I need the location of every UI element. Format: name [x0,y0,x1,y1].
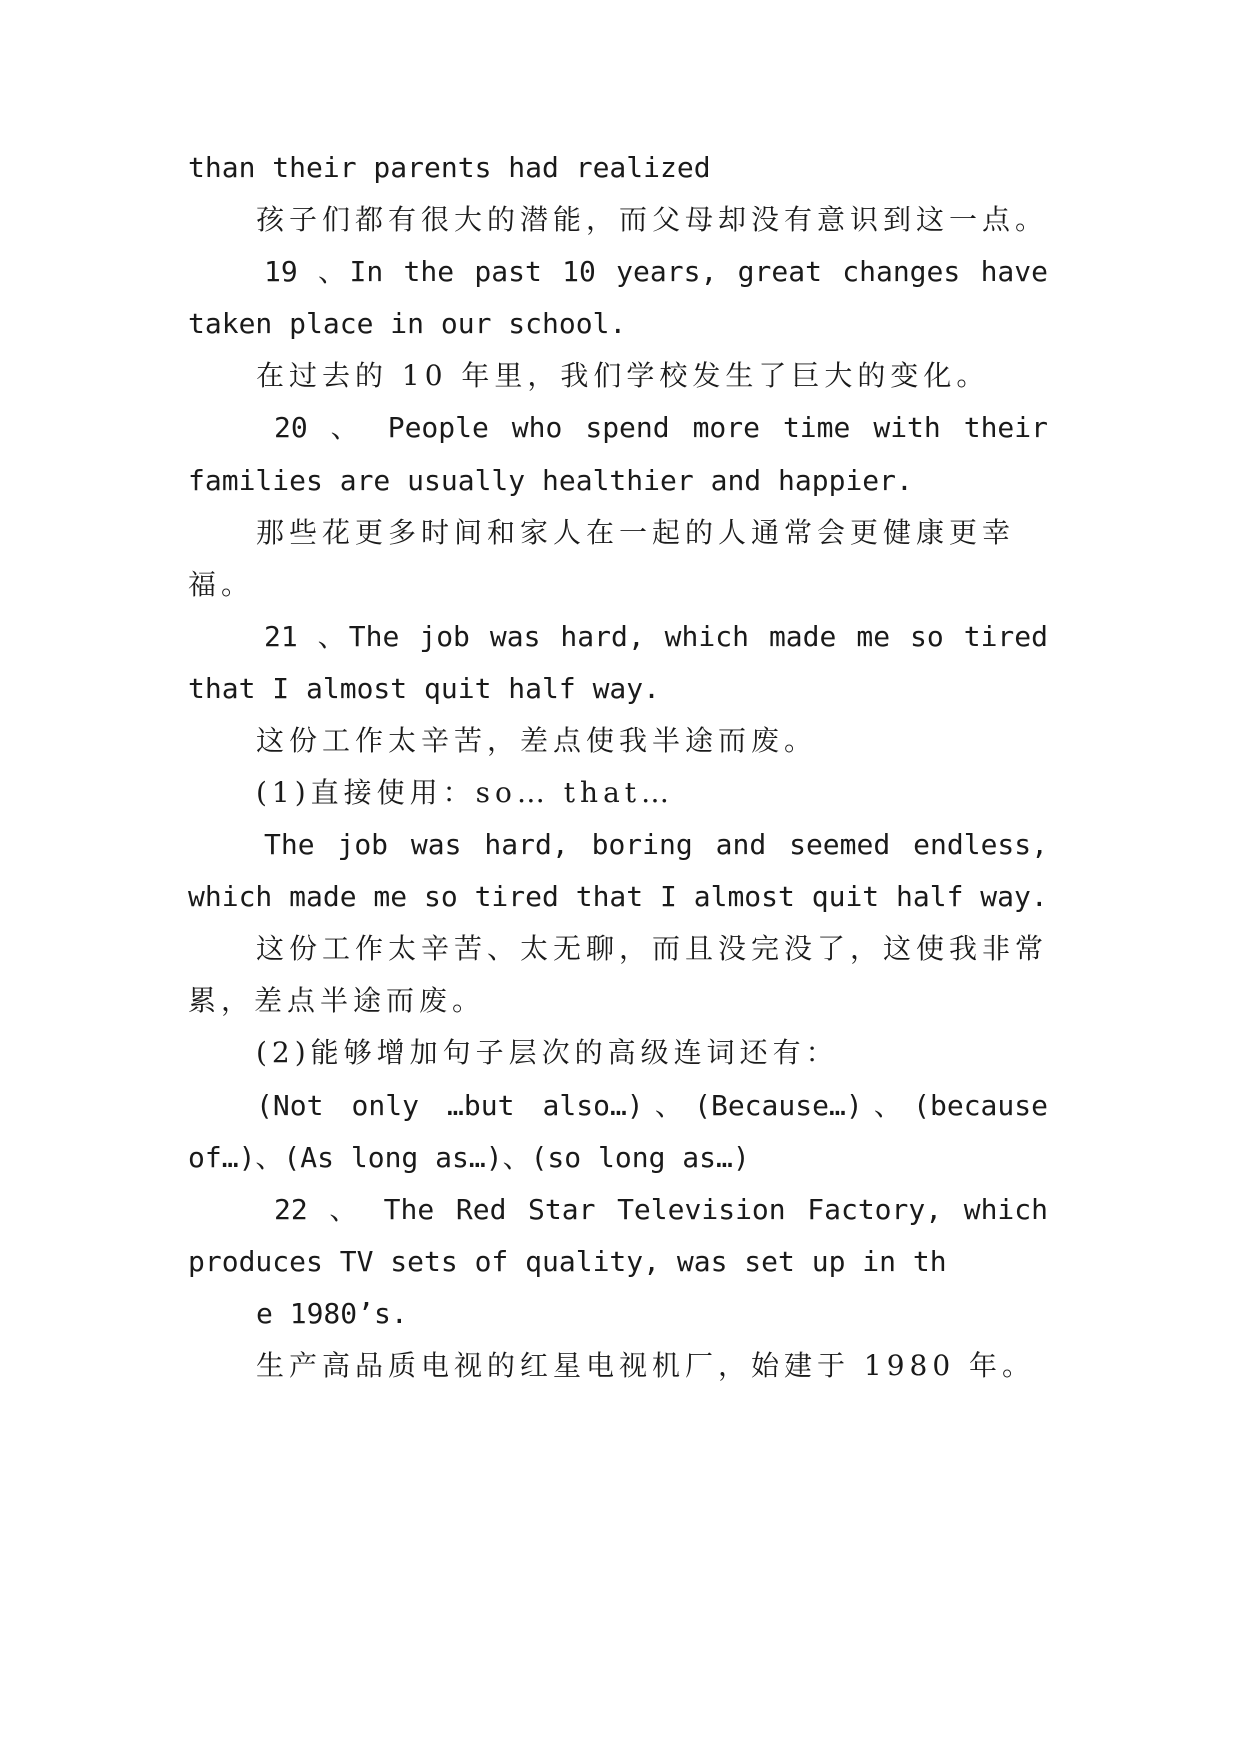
text-line: e 1980’s. [256,1297,408,1330]
text-line: 20 、 People who spend more time with their [274,411,1048,444]
text-line: 22 、 The Red Star Television Factory, which [274,1193,1048,1226]
text-line: 福。 [188,568,255,601]
text-line: 生产高品质电视的红星电视机厂，始建于 1980 年。 [256,1349,1036,1382]
text-line: (1)直接使用：so… that… [256,776,675,809]
text-line: (Not only …but also…)、(Because…)、(because [256,1089,1048,1122]
text-line: 这份工作太辛苦、太无聊，而且没完没了，这使我非常 [256,932,1048,965]
text-line: 19 、In the past 10 years, great changes have [264,255,1048,288]
text-line: families are usually healthier and happier. [188,464,913,497]
text-line: of…)、(As long as…)、(so long as…) [188,1141,750,1174]
text-line: (2)能够增加句子层次的高级连词还有： [256,1036,839,1069]
text-line: which made me so tired that I almost quit half way. [188,880,1048,913]
text-line: 那些花更多时间和家人在一起的人通常会更健康更幸 [256,516,1016,549]
text-line: 累，差点半途而废。 [188,984,486,1017]
text-line: produces TV sets of quality, was set up in th [188,1245,947,1278]
text-line: than their parents had realized [188,151,711,184]
text-line: The job was hard, boring and seemed endless, [264,828,1048,861]
text-line: that I almost quit half way. [188,672,661,705]
text-line: 在过去的 10 年里，我们学校发生了巨大的变化。 [256,359,990,392]
text-line: taken place in our school. [188,307,627,340]
text-line: 21 、The job was hard, which made me so tired [264,620,1048,653]
text-line: 这份工作太辛苦，差点使我半途而废。 [256,724,818,757]
text-line: 孩子们都有很大的潜能，而父母却没有意识到这一点。 [256,203,1048,236]
